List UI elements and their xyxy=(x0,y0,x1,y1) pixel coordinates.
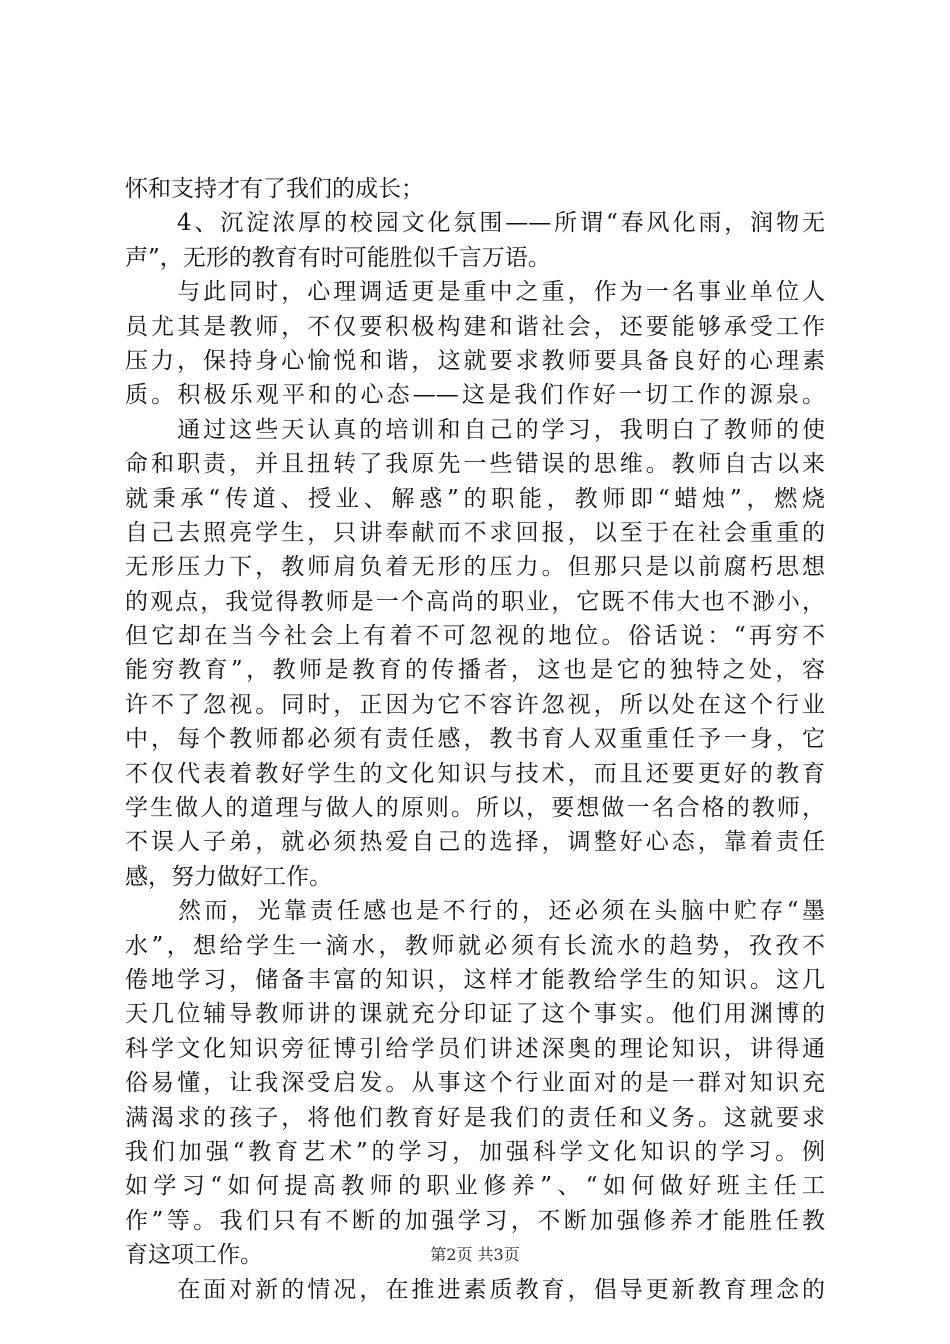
text-line: 声”，无形的教育有时可能胜似千言万语。 xyxy=(125,244,551,271)
text-line: 水”，想给学生一滴水，教师就必须有长流水的趋势，孜孜不 xyxy=(125,932,825,959)
text-line: 的观点，我觉得教师是一个高尚的职业，它既不伟大也不渺小， xyxy=(125,588,825,615)
text-line: 在面对新的情况，在推进素质教育，倡导更新教育理念的 xyxy=(125,1276,825,1303)
text-line: 质。积极乐观平和的心态——这是我们作好一切工作的源泉。 xyxy=(125,382,825,409)
text-line: 自己去照亮学生，只讲奉献而不求回报，以至于在社会重重的 xyxy=(125,519,825,546)
text-line: 我们加强“教育艺术”的学习，加强科学文化知识的学习。例 xyxy=(125,1138,825,1165)
page-number-footer: 第2页 共3页 xyxy=(430,1245,520,1264)
text-line: 压力，保持身心愉悦和谐，这就要求教师要具备良好的心理素 xyxy=(125,347,825,374)
text-line: 作”等。我们只有不断的加强学习，不断加强修养才能胜任教 xyxy=(125,1207,825,1234)
text-line: 中，每个教师都必须有责任感，教书育人双重重任予一身，它 xyxy=(125,726,825,753)
text-line: 满渴求的孩子，将他们教育好是我们的责任和义务。这就要求 xyxy=(125,1104,825,1131)
text-line: 倦地学习，储备丰富的知识，这样才能教给学生的知识。这几 xyxy=(125,966,825,993)
text-line: 不仅代表着教好学生的文化知识与技术，而且还要更好的教育 xyxy=(125,760,825,787)
text-line: 但它却在当今社会上有着不可忽视的地位。俗话说：“再穷不 xyxy=(125,623,825,650)
text-line: 不误人子弟，就必须热爱自己的选择，调整好心态，靠着责任 xyxy=(125,829,825,856)
text-line: 许不了忽视。同时，正因为它不容许忽视，所以处在这个行业 xyxy=(125,691,825,718)
text-line: 无形压力下，教师肩负着无形的压力。但那只是以前腐朽思想 xyxy=(125,554,825,581)
text-line: 育这项工作。 xyxy=(125,1242,263,1269)
text-line: 怀和支持才有了我们的成长； xyxy=(125,176,424,202)
text-line: 员尤其是教师，不仅要积极构建和谐社会，还要能够承受工作 xyxy=(125,313,825,340)
text-line: 学生做人的道理与做人的原则。所以，要想做一名合格的教师， xyxy=(125,795,825,822)
text-line: 如学习“如何提高教师的职业修养”、“如何做好班主任工 xyxy=(125,1173,825,1200)
text-line: 然而，光靠责任感也是不行的，还必须在头脑中贮存“墨 xyxy=(125,898,825,925)
text-line: 能穷教育”，教师是教育的传播者，这也是它的独特之处，容 xyxy=(125,657,825,684)
text-line: 4、沉淀浓厚的校园文化氛围——所谓“春风化雨，润物无 xyxy=(125,210,825,237)
text-line: 科学文化知识旁征博引给学员们讲述深奥的理论知识，讲得通 xyxy=(125,1035,825,1062)
text-line: 俗易懂，让我深受启发。从事这个行业面对的是一群对知识充 xyxy=(125,1070,825,1097)
text-line: 通过这些天认真的培训和自己的学习，我明白了教师的使 xyxy=(125,416,825,443)
body-text xyxy=(125,172,825,1307)
text-line: 命和职责，并且扭转了我原先一些错误的思维。教师自古以来 xyxy=(125,451,825,478)
text-line: 感，努力做好工作。 xyxy=(125,863,332,890)
text-line: 就秉承“传道、授业、解惑”的职能，教师即“蜡烛”，燃烧 xyxy=(125,485,825,512)
text-line: 天几位辅导教师讲的课就充分印证了这个事实。他们用渊博的 xyxy=(125,1001,825,1028)
text-line: 与此同时，心理调适更是重中之重，作为一名事业单位人 xyxy=(125,279,825,306)
